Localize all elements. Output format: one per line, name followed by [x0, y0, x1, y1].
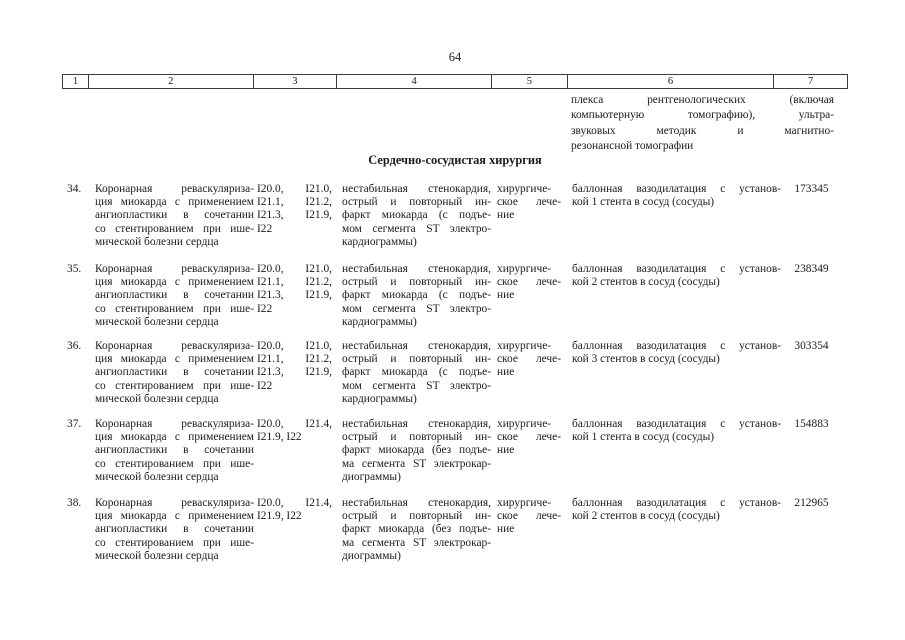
icd-codes: I20.0, I21.4, I21.9, I22	[257, 418, 332, 444]
procedure-name: Коронарная реваскуляриза- ция миокарда с применением ангиопластики в сочетании со стентированием при ише- мической болезни сердца	[95, 183, 254, 248]
diagnosis: нестабильная стенокардия, острый и повторный ин- фаркт миокарда (с подъе- мом сегмента ST электро- кардиограммы)	[342, 183, 491, 248]
col6-continuation-text: плекса рентгенологических (включая компьютерную томографию), ультра- звуковых методик и магнитно- резонансной томографии	[571, 94, 834, 153]
header-col-7: 7	[807, 76, 814, 87]
icd-codes: I20.0, I21.0, I21.1, I21.2, I21.3, I21.9, I22	[257, 263, 332, 315]
treatment-type: хирургиче- ское лече- ние	[497, 183, 561, 222]
header-col-1: 1	[63, 75, 89, 88]
header-col-4: 4	[337, 75, 492, 88]
row-number: 38.	[67, 497, 82, 509]
header-col-2: 2	[89, 75, 254, 88]
procedure-name: Коронарная реваскуляриза- ция миокарда с применением ангиопластики в сочетании со стентированием при ише- мической болезни сердца	[95, 497, 254, 562]
procedure-name: Коронарная реваскуляриза- ция миокарда с применением ангиопластики в сочетании со стентированием при ише- мической болезни сердца	[95, 418, 254, 483]
row-number: 37.	[67, 418, 82, 430]
icd-codes: I20.0, I21.4, I21.9, I22	[257, 497, 332, 523]
diagnosis: нестабильная стенокардия, острый и повторный ин- фаркт миокарда (без подъе- ма сегмента ST электрокар- диограммы)	[342, 497, 491, 562]
treatment-type: хирургиче- ское лече- ние	[497, 418, 561, 457]
icd-codes: I20.0, I21.0, I21.1, I21.2, I21.3, I21.9, I22	[257, 340, 332, 392]
tariff-amount: 238349	[794, 263, 829, 275]
treatment-type: хирургиче- ское лече- ние	[497, 340, 561, 379]
header-col-6: 6	[568, 75, 774, 88]
row-number: 35.	[67, 263, 82, 275]
diagnosis: нестабильная стенокардия, острый и повторный ин- фаркт миокарда (с подъе- мом сегмента ST электро- кардиограммы)	[342, 263, 491, 328]
tariff-amount: 173345	[794, 183, 829, 195]
treatment-type: хирургиче- ское лече- ние	[497, 263, 561, 302]
icd-codes: I20.0, I21.0, I21.1, I21.2, I21.3, I21.9, I22	[257, 183, 332, 235]
procedure-name: Коронарная реваскуляриза- ция миокарда с применением ангиопластики в сочетании со стентированием при ише- мической болезни сердца	[95, 263, 254, 328]
header-col-3: 3	[254, 75, 338, 88]
row-number: 34.	[67, 183, 82, 195]
tariff-amount: 303354	[794, 340, 829, 352]
treatment-method: баллонная вазодилатация с установ- кой 1 стента в сосуд (сосуды)	[572, 183, 781, 209]
table-header-row	[62, 74, 848, 89]
treatment-method: баллонная вазодилатация с установ- кой 2 стентов в сосуд (сосуды)	[572, 263, 781, 289]
tariff-amount: 212965	[794, 497, 829, 509]
treatment-method: баллонная вазодилатация с установ- кой 2 стентов в сосуд (сосуды)	[572, 497, 781, 523]
treatment-method: баллонная вазодилатация с установ- кой 3 стентов в сосуд (сосуды)	[572, 340, 781, 366]
diagnosis: нестабильная стенокардия, острый и повторный ин- фаркт миокарда (с подъе- мом сегмента ST электро- кардиограммы)	[342, 340, 491, 405]
treatment-type: хирургиче- ское лече- ние	[497, 497, 561, 536]
page-number: 64	[448, 50, 462, 64]
section-title: Сердечно-сосудистая хирургия	[368, 153, 542, 167]
treatment-method: баллонная вазодилатация с установ- кой 1 стента в сосуд (сосуды)	[572, 418, 781, 444]
header-col-5: 5	[492, 75, 568, 88]
diagnosis: нестабильная стенокардия, острый и повторный ин- фаркт миокарда (без подъе- ма сегмента ST электрокар- диограммы)	[342, 418, 491, 483]
tariff-amount: 154883	[794, 418, 829, 430]
row-number: 36.	[67, 340, 82, 352]
procedure-name: Коронарная реваскуляриза- ция миокарда с применением ангиопластики в сочетании со стентированием при ише- мической болезни сердца	[95, 340, 254, 405]
